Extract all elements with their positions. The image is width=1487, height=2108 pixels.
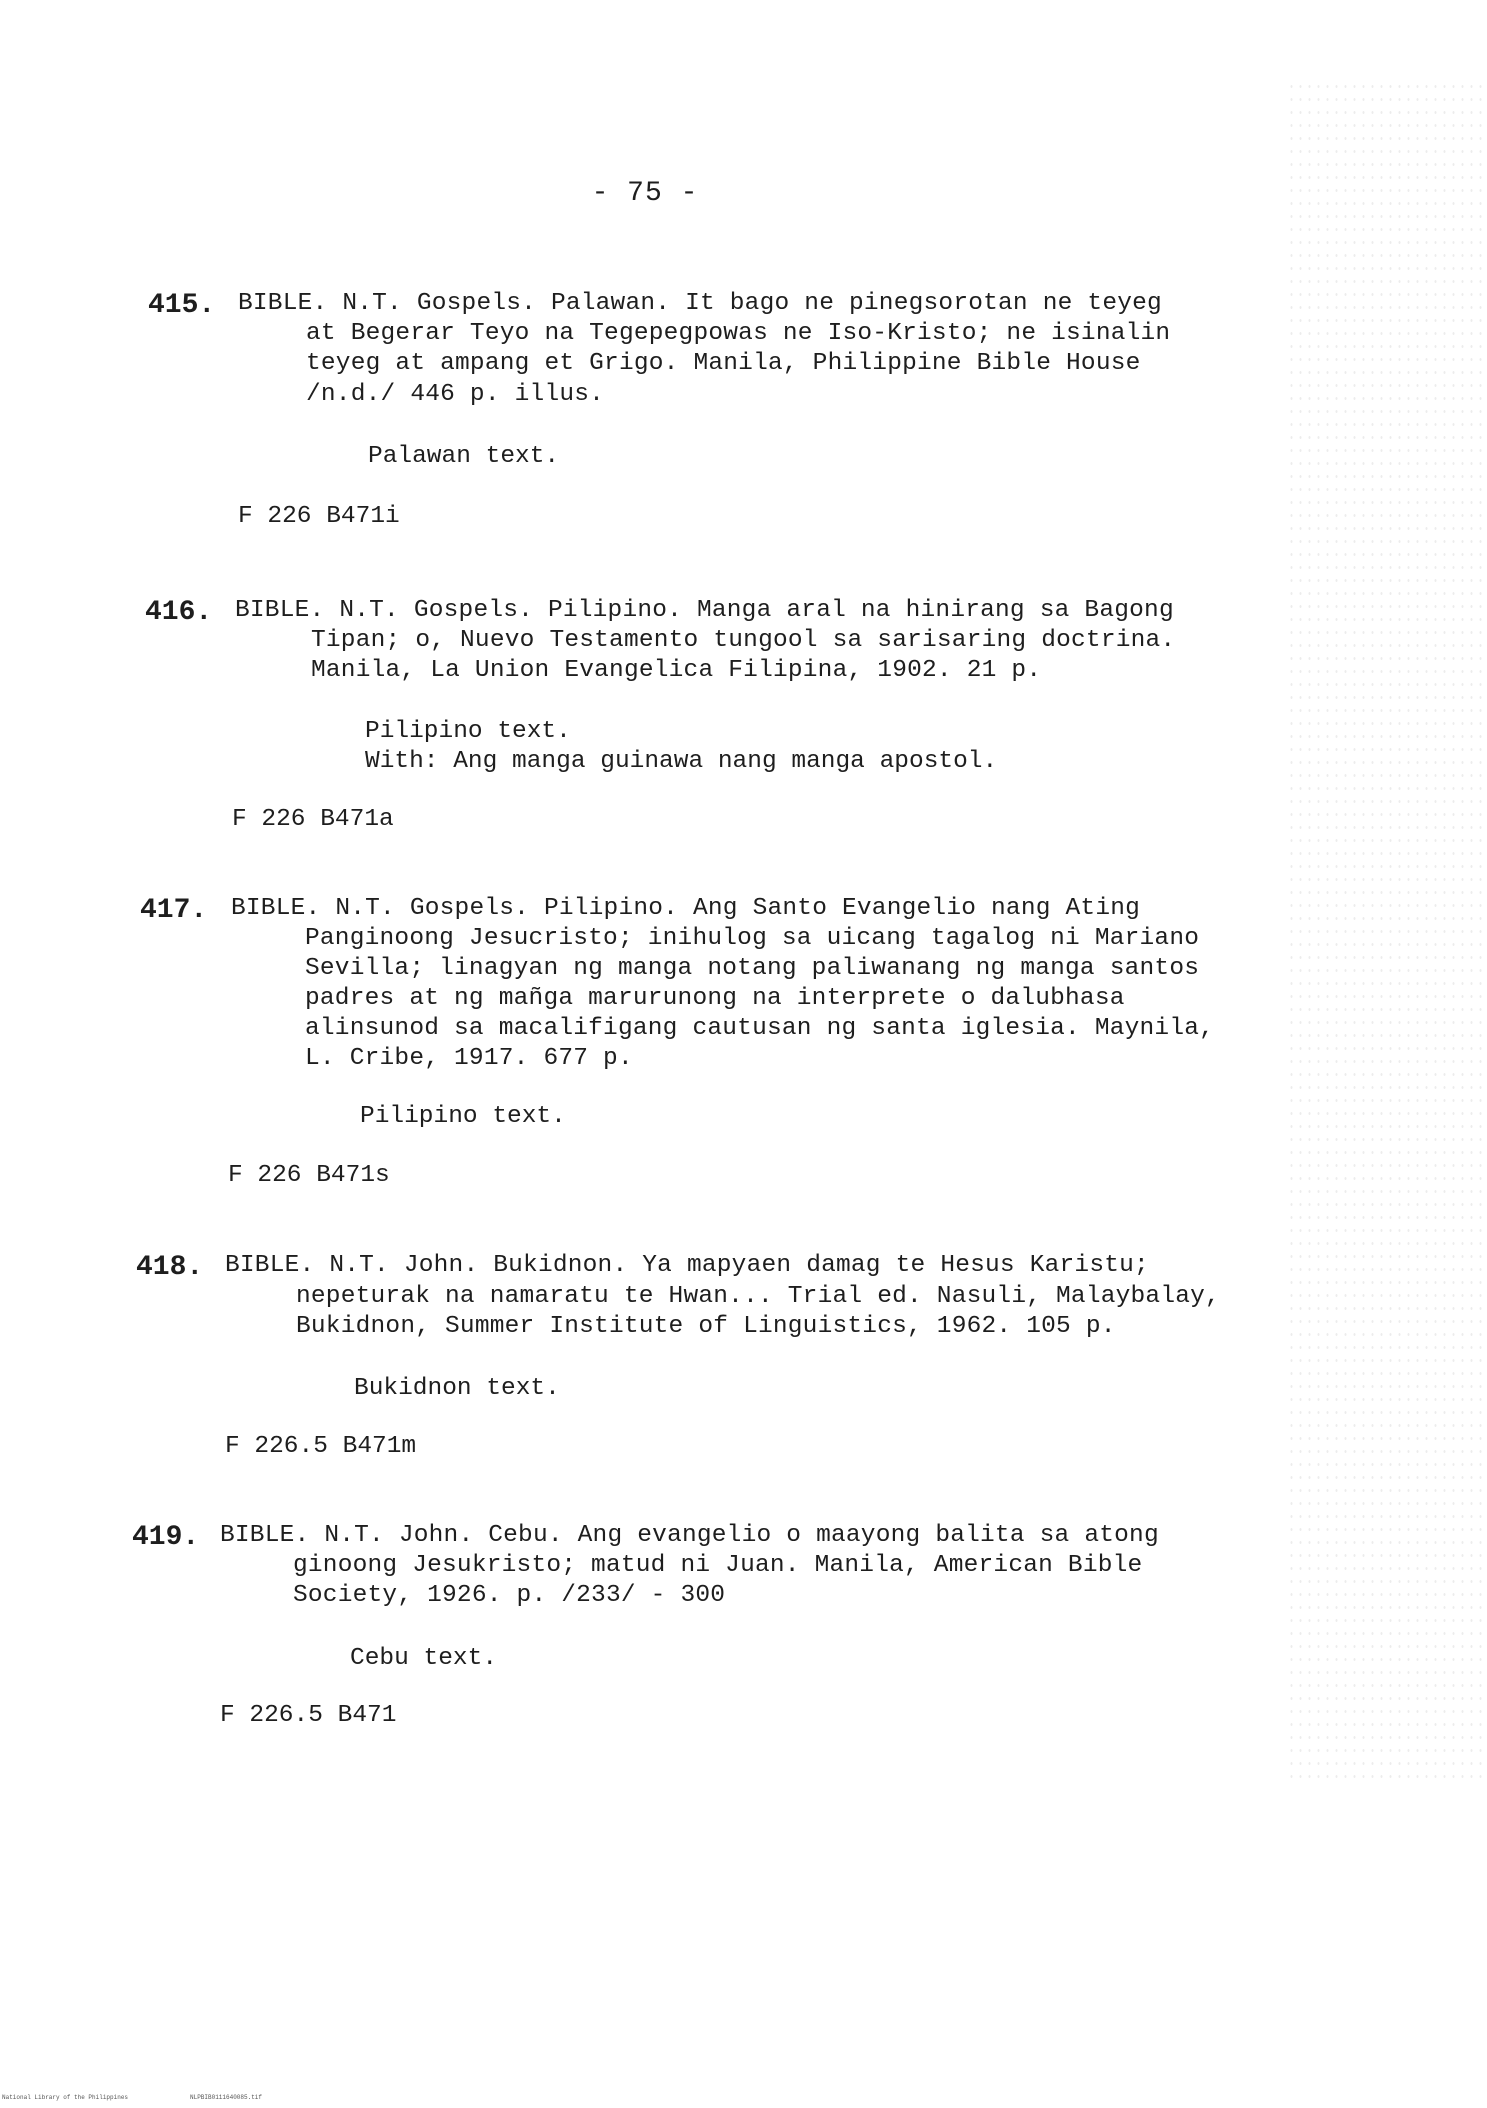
entry-line: BIBLE. N.T. Gospels. Palawan. It bago ne pinegsorotan ne teyeg bbox=[238, 290, 1162, 317]
page-number: - 75 - bbox=[591, 178, 699, 209]
call-number: F 226 B471s bbox=[228, 1162, 390, 1189]
footer-filename: NLPBIB0111640085.tif bbox=[190, 2094, 263, 2101]
entry-line: Tipan; o, Nuevo Testamento tungool sa sarisaring doctrina. bbox=[311, 627, 1176, 654]
entry-note: Palawan text. bbox=[368, 443, 560, 470]
entry-number: 418. bbox=[136, 1252, 204, 1283]
entry-line: Society, 1926. p. /233/ - 300 bbox=[293, 1582, 726, 1609]
entry-line: padres at ng mañga marurunong na interprete o dalubhasa bbox=[305, 985, 1125, 1012]
entry-line: Panginoong Jesucristo; inihulog sa uicang tagalog ni Mariano bbox=[305, 925, 1200, 952]
entry-line: /n.d./ 446 p. illus. bbox=[306, 381, 605, 408]
entry-number: 419. bbox=[132, 1522, 200, 1553]
entry-number: 416. bbox=[145, 597, 213, 628]
entry-line: ginoong Jesukristo; matud ni Juan. Manila, American Bible bbox=[293, 1552, 1143, 1579]
entry-line: BIBLE. N.T. Gospels. Pilipino. Ang Santo Evangelio nang Ating bbox=[231, 895, 1141, 922]
entry-line: alinsunod sa macalifigang cautusan ng santa iglesia. Maynila, bbox=[305, 1015, 1215, 1042]
entry-note: Pilipino text. bbox=[365, 718, 571, 745]
footer-library: National Library of the Philippines bbox=[2, 2094, 129, 2101]
entry-line: Bukidnon, Summer Institute of Linguistics, 1962. 105 p. bbox=[296, 1313, 1116, 1340]
entry-line: nepeturak na namaratu te Hwan... Trial ed. Nasuli, Malaybalay, bbox=[296, 1283, 1220, 1310]
entry-line: BIBLE. N.T. Gospels. Pilipino. Manga aral na hinirang sa Bagong bbox=[235, 597, 1174, 624]
entry-note: With: Ang manga guinawa nang manga apostol. bbox=[365, 748, 998, 775]
entry-line: BIBLE. N.T. John. Cebu. Ang evangelio o maayong balita sa atong bbox=[220, 1522, 1159, 1549]
entry-note: Cebu text. bbox=[350, 1645, 498, 1672]
entry-number: 417. bbox=[140, 895, 208, 926]
entry-note: Pilipino text. bbox=[360, 1103, 566, 1130]
call-number: F 226 B471i bbox=[238, 503, 400, 530]
scan-footer bbox=[0, 2094, 1487, 2106]
entry-number: 415. bbox=[148, 290, 216, 321]
call-number: F 226.5 B471 bbox=[220, 1702, 397, 1729]
entry-line: Manila, La Union Evangelica Filipina, 1902. 21 p. bbox=[311, 657, 1042, 684]
call-number: F 226 B471a bbox=[232, 806, 394, 833]
entry-line: at Begerar Teyo na Tegepegpowas ne Iso-Kristo; ne isinalin bbox=[306, 320, 1171, 347]
entry-line: BIBLE. N.T. John. Bukidnon. Ya mapyaen damag te Hesus Karistu; bbox=[225, 1252, 1149, 1279]
entry-line: teyeg at ampang et Grigo. Manila, Philippine Bible House bbox=[306, 350, 1141, 377]
call-number: F 226.5 B471m bbox=[225, 1433, 417, 1460]
entry-note: Bukidnon text. bbox=[354, 1375, 560, 1402]
scan-speckle-texture bbox=[1287, 80, 1487, 1780]
entry-line: Sevilla; linagyan ng manga notang paliwanang ng manga santos bbox=[305, 955, 1200, 982]
entry-line: L. Cribe, 1917. 677 p. bbox=[305, 1045, 633, 1072]
